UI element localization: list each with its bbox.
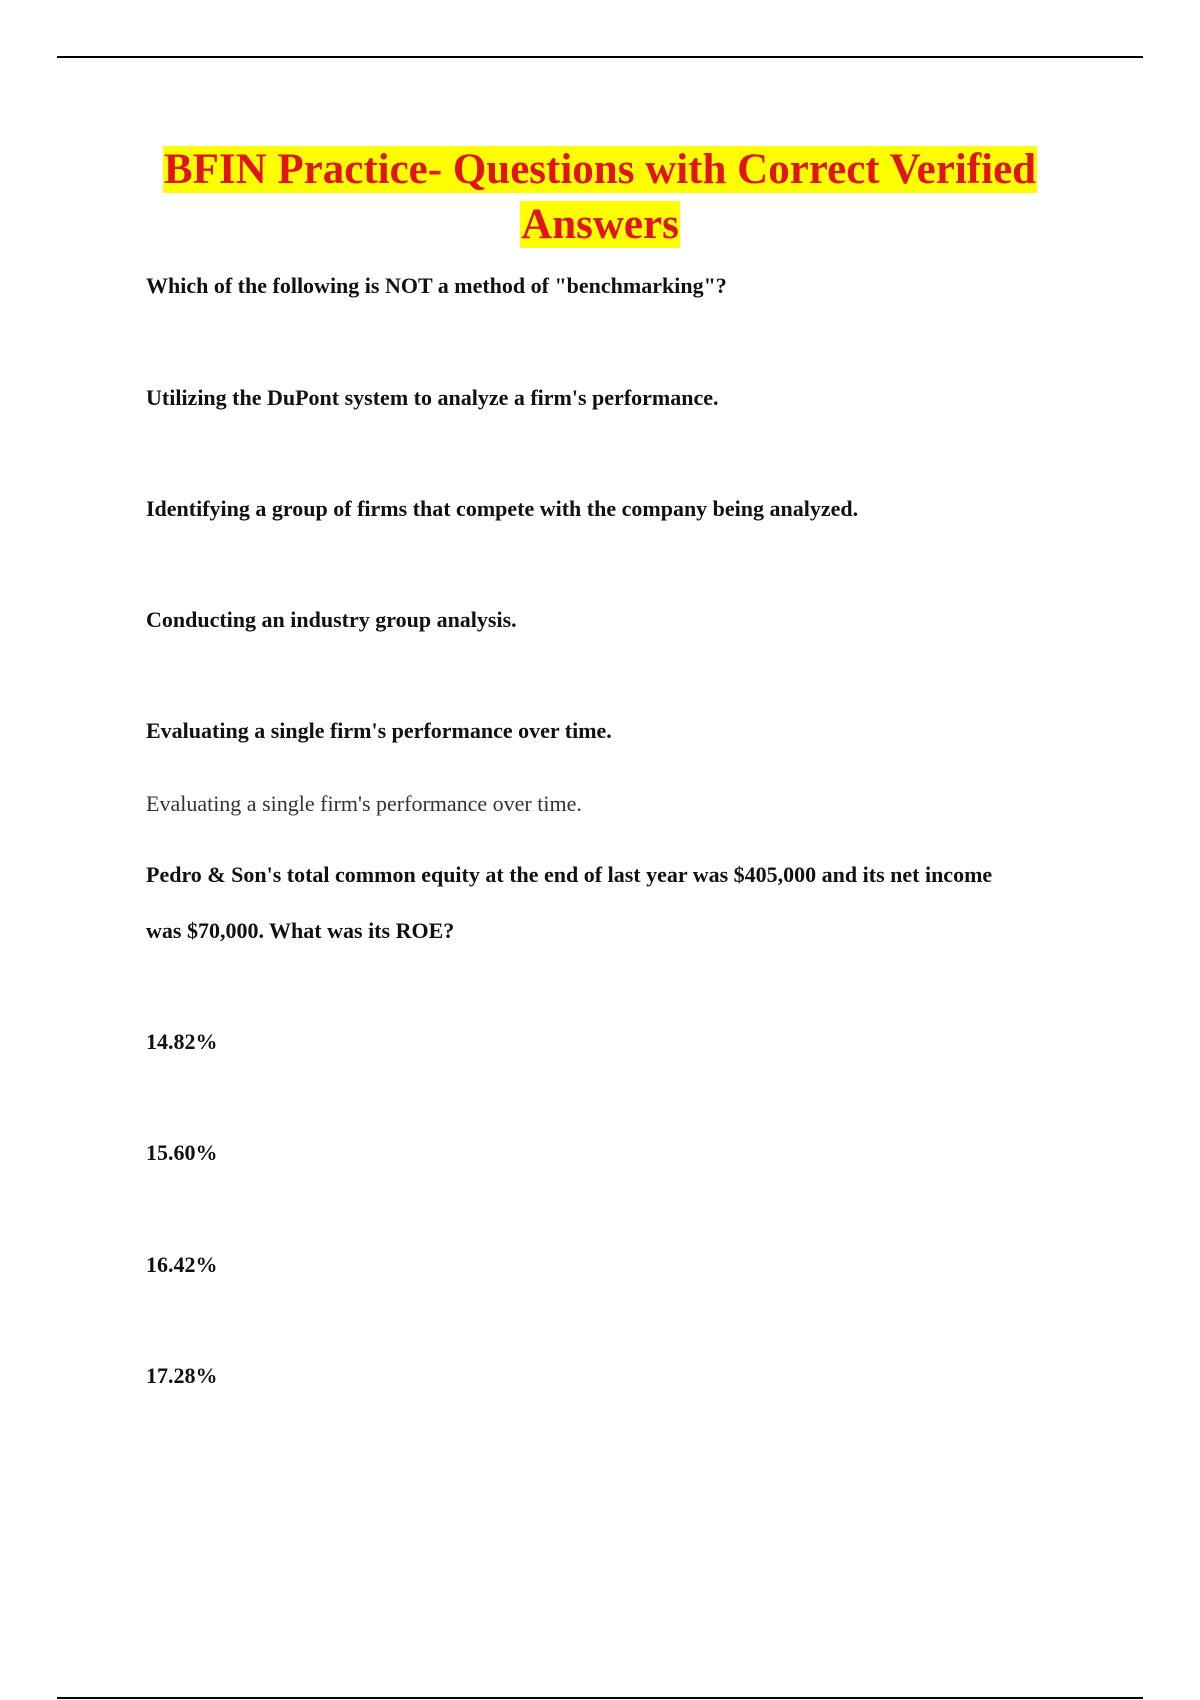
q2-option-1: 14.82%	[146, 1029, 218, 1054]
title-line-2: Answers	[521, 201, 679, 248]
q2-option-3: 16.42%	[146, 1252, 218, 1277]
q1-option-4: Evaluating a single firm's performance over time.	[146, 718, 612, 743]
q1-option-3: Conducting an industry group analysis.	[146, 607, 517, 632]
top-rule	[57, 56, 1143, 58]
q1-answer: Evaluating a single firm's performance over time.	[146, 791, 582, 816]
q1-option-1: Utilizing the DuPont system to analyze a firm's performance.	[146, 385, 719, 410]
q2-option-2: 15.60%	[146, 1140, 218, 1165]
q2-option-4: 17.28%	[146, 1363, 218, 1388]
document-title	[0, 142, 1200, 252]
question-1: Which of the following is NOT a method of "benchmarking"?	[146, 273, 727, 298]
title-line-1: BFIN Practice- Questions with Correct Verified	[163, 146, 1037, 193]
question-2-line-1: Pedro & Son's total common equity at the end of last year was $405,000 and its net income	[146, 862, 993, 887]
q1-option-2: Identifying a group of firms that compete with the company being analyzed.	[146, 496, 859, 521]
question-2-line-2: was $70,000. What was its ROE?	[146, 918, 455, 943]
bottom-rule	[57, 1697, 1143, 1699]
